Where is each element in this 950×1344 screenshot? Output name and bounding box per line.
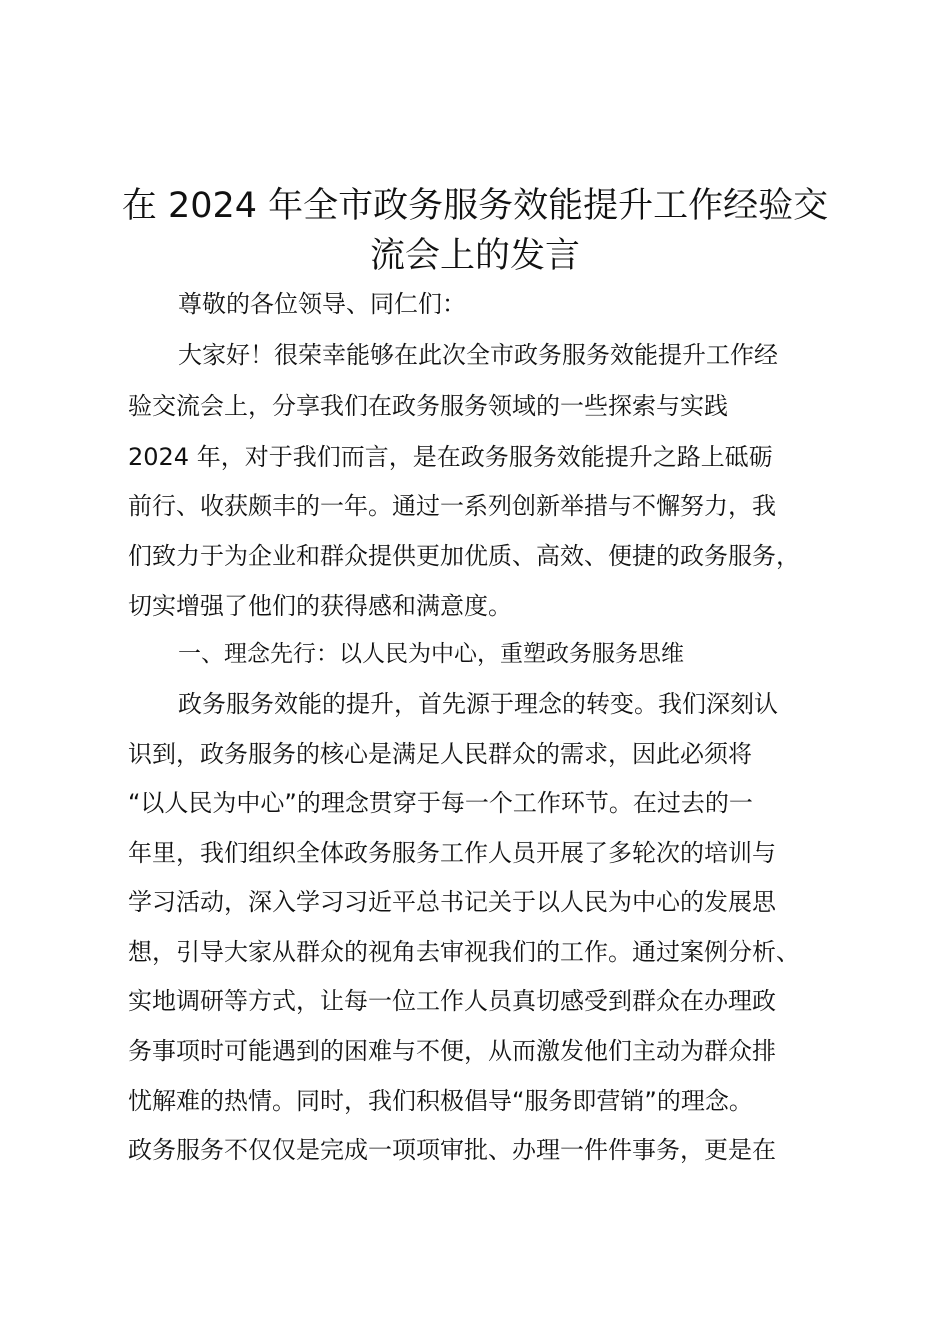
section-heading: 一、理念先行：以人民为中心，重塑政务服务思维 (178, 641, 684, 667)
body-line: “以人民为中心”的理念贯穿于每一个工作环节。在过去的一 (128, 789, 753, 817)
body-line: 实地调研等方式，让每一位工作人员真切感受到群众在办理政 (128, 987, 776, 1015)
body-line: 识到，政务服务的核心是满足人民群众的需求，因此必须将 (128, 740, 752, 768)
body-line: 政务服务不仅仅是完成一项项审批、办理一件件事务，更是在 (128, 1136, 776, 1164)
body-line: 忧解难的热情。同时，我们积极倡导“服务即营销”的理念。 (128, 1087, 753, 1115)
body-line: 验交流会上，分享我们在政务服务领域的一些探索与实践 (128, 392, 728, 420)
body-line: 务事项时可能遇到的困难与不便，从而激发他们主动为群众排 (128, 1037, 776, 1065)
body-line: 大家好！很荣幸能够在此次全市政务服务效能提升工作经 (178, 341, 778, 369)
body-line: 学习活动，深入学习习近平总书记关于以人民为中心的发展思 (128, 888, 776, 916)
salutation: 尊敬的各位领导、同仁们： (178, 290, 466, 318)
body-line: 前行、收获颇丰的一年。通过一系列创新举措与不懈努力，我 (128, 492, 776, 520)
body-line: 想，引导大家从群众的视角去审视我们的工作。通过案例分析、 (128, 938, 800, 966)
document-title-line-2: 流会上的发言 (369, 236, 580, 276)
body-line: 年里，我们组织全体政务服务工作人员开展了多轮次的培训与 (128, 839, 776, 867)
document-title-line-1: 在 2024 年全市政务服务效能提升工作经验交 (121, 186, 829, 226)
body-line: 政务服务效能的提升，首先源于理念的转变。我们深刻认 (178, 690, 778, 718)
body-line: 切实增强了他们的获得感和满意度。 (128, 592, 512, 620)
body-line: 们致力于为企业和群众提供更加优质、高效、便捷的政务服务， (128, 542, 800, 570)
body-line: 2024 年，对于我们而言，是在政务服务效能提升之路上砥砺 (128, 443, 773, 471)
